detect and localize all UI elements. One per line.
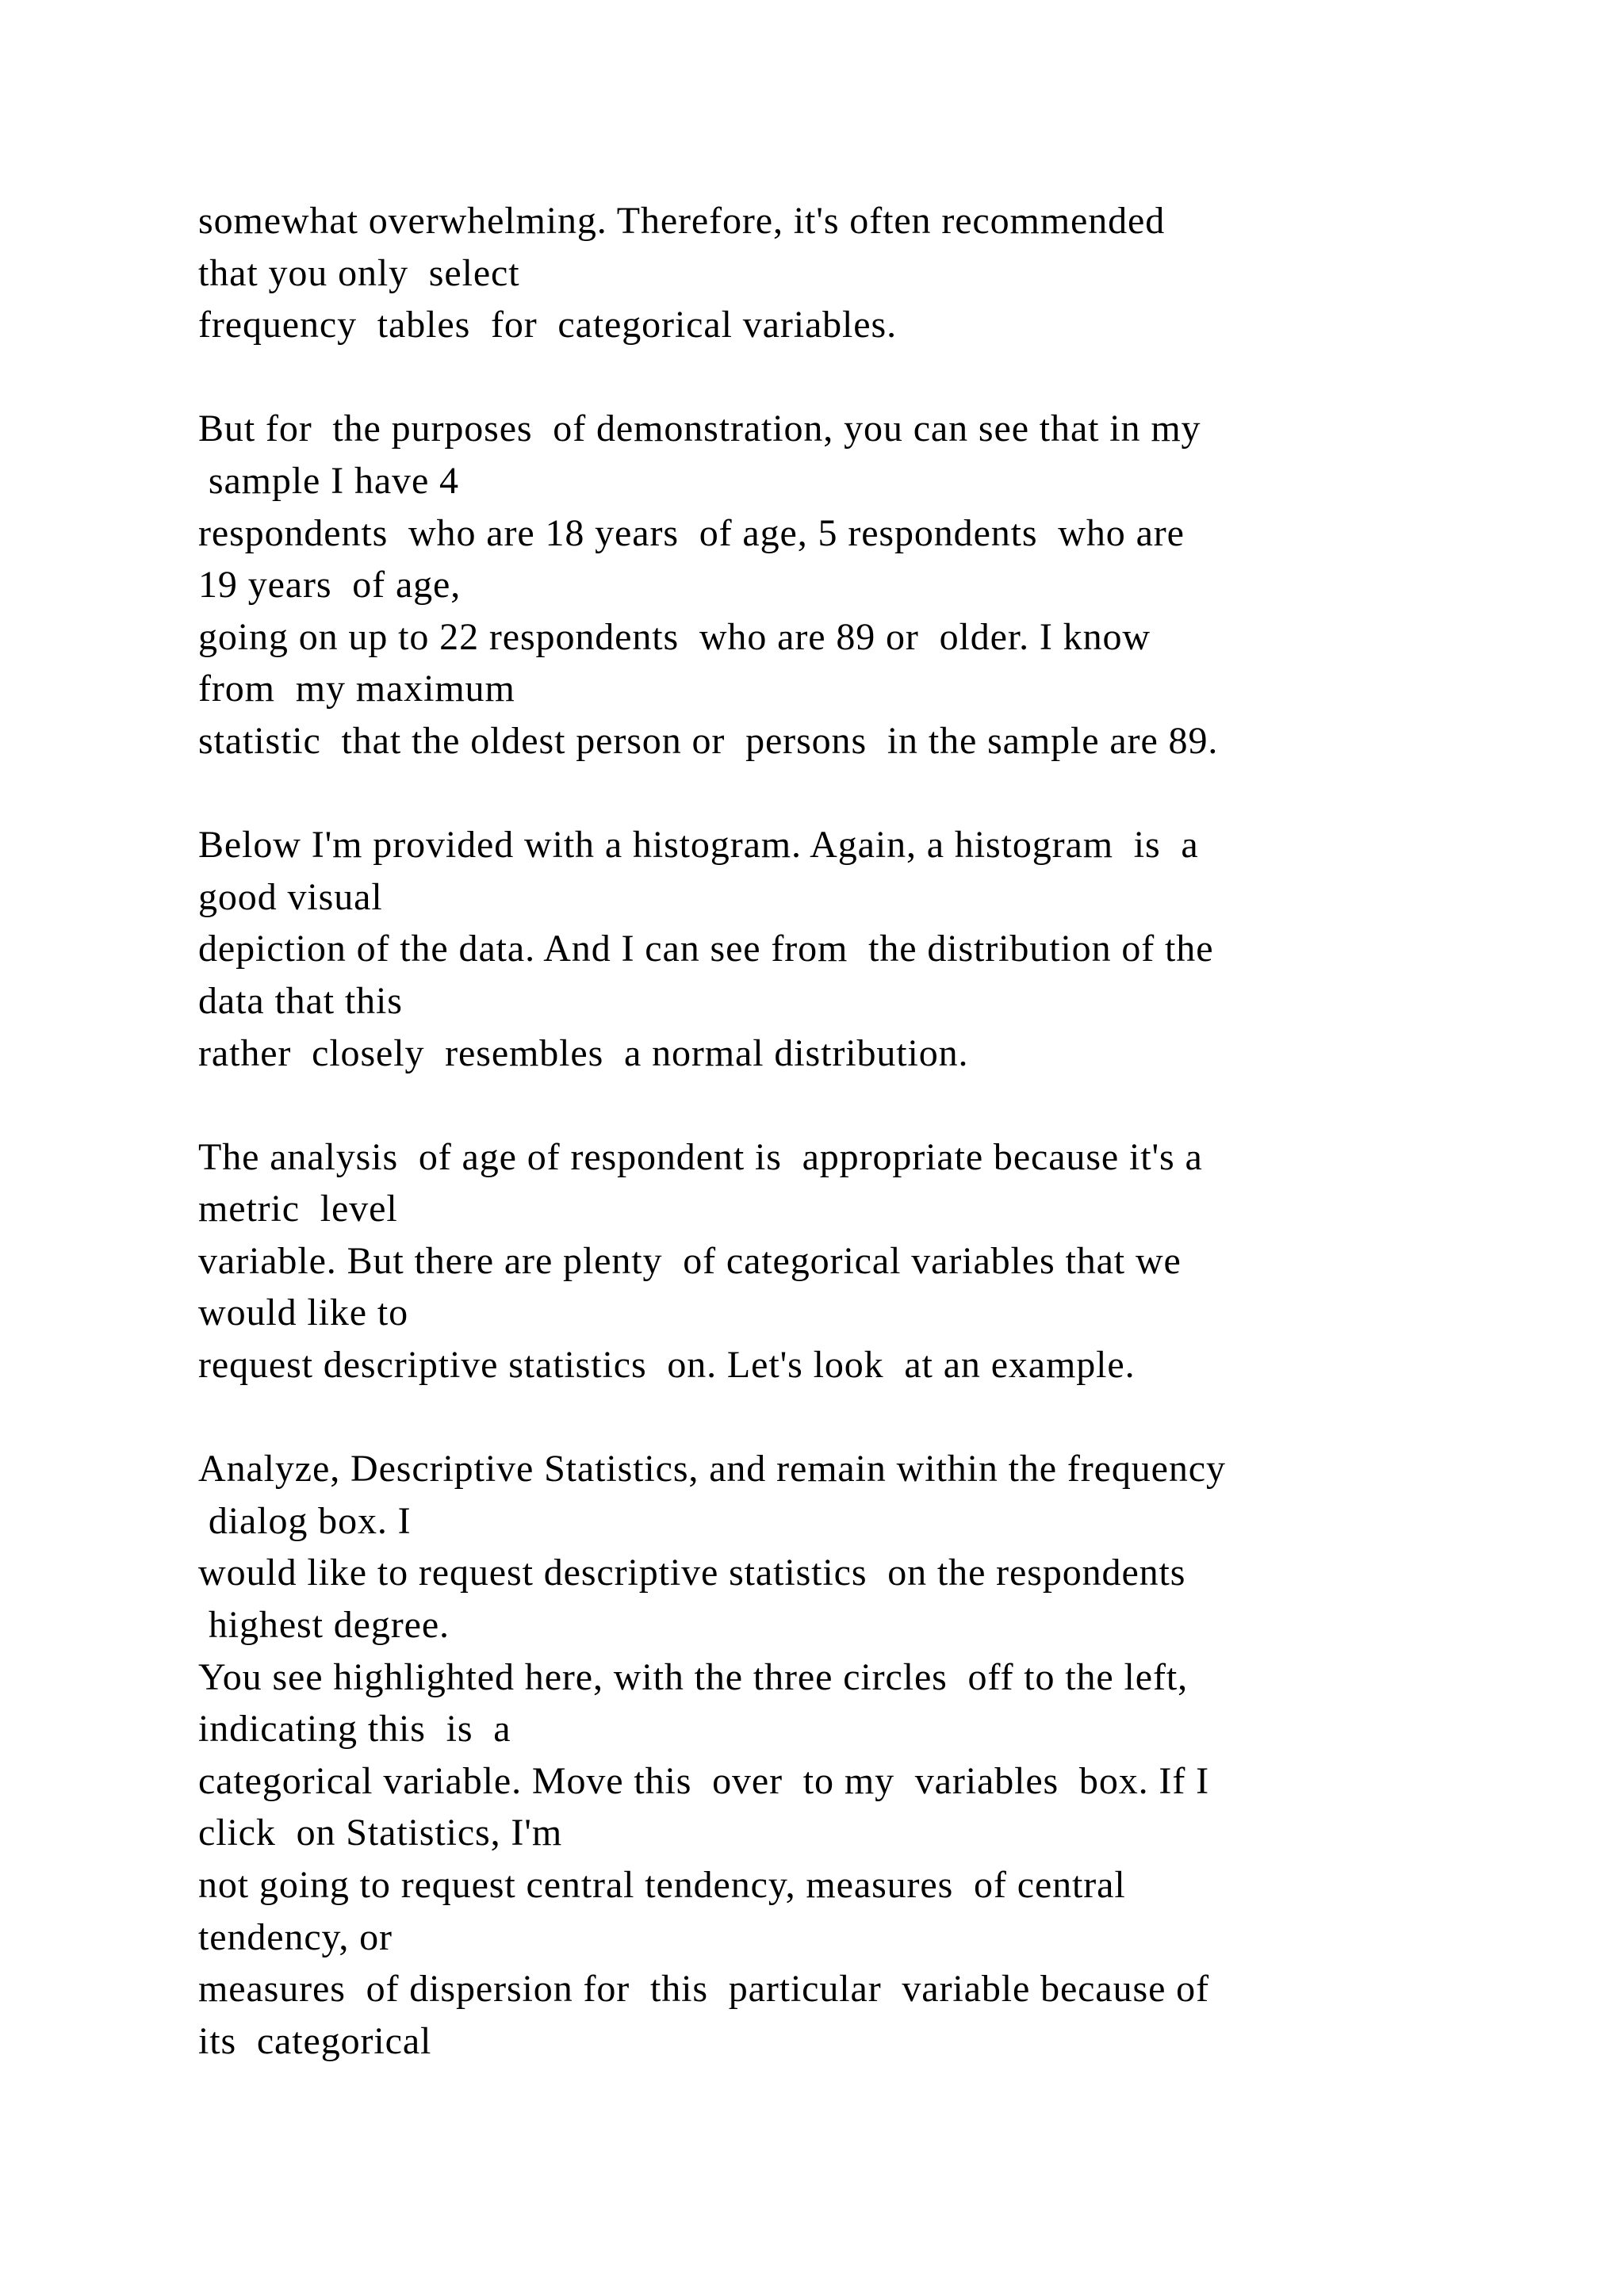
- text-line: that you only select: [198, 251, 520, 294]
- text-line: You see highlighted here, with the three circles off to the left,: [198, 1655, 1188, 1698]
- text-line: 19 years of age,: [198, 564, 462, 607]
- text-line: But for the purposes of demonstration, you can see that in my: [198, 408, 1201, 450]
- text-line: data that this: [198, 979, 403, 1022]
- text-line: click on Statistics, I'm: [198, 1812, 563, 1854]
- blank-line: [198, 767, 1546, 820]
- text-line: measures of dispersion for this particular variable because of: [198, 1968, 1209, 2011]
- text-line: from my maximum: [198, 668, 515, 710]
- text-line: The analysis of age of respondent is appropriate because it's a: [198, 1135, 1203, 1178]
- text-line: depiction of the data. And I can see from the distribution of the: [198, 928, 1214, 970]
- text-line: highest degree.: [198, 1604, 450, 1647]
- blank-line: [198, 351, 1546, 404]
- text-line: rather closely resembles a normal distribution.: [198, 1031, 969, 1074]
- text-line: respondents who are 18 years of age, 5 respondents who are: [198, 511, 1185, 554]
- text-line: not going to request central tendency, measures of central: [198, 1864, 1126, 1906]
- text-line: tendency, or: [198, 1915, 393, 1958]
- text-line: categorical variable. Move this over to my variables box. If I: [198, 1759, 1209, 1802]
- text-line: would like to request descriptive statistics on the respondents: [198, 1552, 1186, 1594]
- text-line: its categorical: [198, 2019, 432, 2062]
- text-line: would like to: [198, 1292, 409, 1334]
- text-line: statistic that the oldest person or persons in the sample are 89.: [198, 719, 1219, 762]
- text-line: sample I have 4: [198, 459, 459, 502]
- text-line: variable. But there are plenty of categorical variables that we: [198, 1239, 1182, 1282]
- text-line: going on up to 22 respondents who are 89 or older. I know: [198, 615, 1151, 658]
- text-line: dialog box. I: [198, 1499, 412, 1542]
- body-text: [198, 195, 1546, 2067]
- text-line: request descriptive statistics on. Let's look at an example.: [198, 1344, 1136, 1387]
- text-line: somewhat overwhelming. Therefore, it's often recommended: [198, 200, 1166, 242]
- blank-line: [198, 1391, 1546, 1444]
- blank-line: [198, 1079, 1546, 1131]
- text-line: indicating this is a: [198, 1708, 511, 1751]
- text-line: Analyze, Descriptive Statistics, and remain within the frequency: [198, 1448, 1226, 1490]
- text-line: Below I'm provided with a histogram. Again, a histogram is a: [198, 824, 1199, 867]
- text-line: metric level: [198, 1188, 398, 1230]
- text-line: good visual: [198, 875, 383, 918]
- text-line: frequency tables for categorical variables.: [198, 304, 897, 346]
